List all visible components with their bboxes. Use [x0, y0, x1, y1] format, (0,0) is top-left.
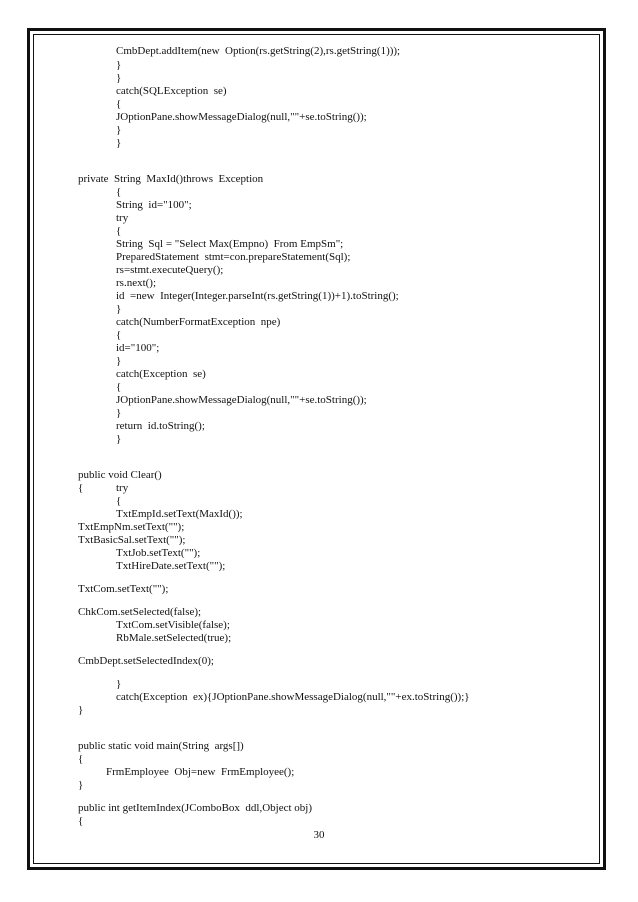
code-line: TxtJob.setText("");	[116, 547, 201, 559]
code-line: String id="100";	[116, 199, 192, 211]
code-line: try	[116, 212, 129, 224]
code-line: id="100";	[116, 342, 160, 354]
code-line: }	[116, 407, 122, 419]
code-line: return id.toString();	[116, 420, 205, 432]
code-line: }	[116, 678, 122, 690]
code-line: }	[116, 124, 122, 136]
code-line: }	[116, 137, 122, 149]
code-line: rs.next();	[116, 277, 157, 289]
code-line: {	[78, 753, 84, 765]
code-line: TxtCom.setVisible(false);	[116, 619, 230, 631]
code-line: }	[116, 355, 122, 367]
code-line: }	[78, 779, 84, 791]
page-number: 30	[313, 829, 325, 841]
code-line: }	[116, 303, 122, 315]
code-line: private String MaxId()throws Exception	[78, 173, 264, 185]
code-line: String Sql = "Select Max(Empno) From EmpSm";	[116, 238, 344, 250]
code-line: CmbDept.setSelectedIndex(0);	[78, 655, 214, 667]
code-line: TxtEmpNm.setText("");	[78, 521, 185, 533]
code-line: catch(NumberFormatException npe)	[116, 316, 281, 328]
code-line: TxtBasicSal.setText("");	[78, 534, 186, 546]
code-line: RbMale.setSelected(true);	[116, 632, 232, 644]
code-line: catch(Exception ex){JOptionPane.showMessageDialog(null,""+ex.toString());}	[116, 691, 470, 703]
code-line: public static void main(String args[])	[78, 740, 244, 752]
code-line: public void Clear()	[78, 469, 162, 481]
code-line: JOptionPane.showMessageDialog(null,""+se.toString());	[116, 394, 367, 406]
code-line: {	[116, 225, 122, 237]
code-line: {	[78, 482, 84, 494]
code-line: public int getItemIndex(JComboBox ddl,Object obj)	[78, 802, 313, 814]
code-line: FrmEmployee Obj=new FrmEmployee();	[106, 766, 295, 778]
code-line: catch(SQLException se)	[116, 85, 227, 97]
code-line: ChkCom.setSelected(false);	[78, 606, 202, 618]
code-line: TxtEmpId.setText(MaxId());	[116, 508, 243, 520]
code-line: id =new Integer(Integer.parseInt(rs.getString(1))+1).toString();	[116, 290, 399, 302]
code-line: {	[116, 186, 122, 198]
code-line: }	[116, 59, 122, 71]
code-line: }	[78, 704, 84, 716]
code-line: TxtHireDate.setText("");	[116, 560, 226, 572]
code-line: {	[116, 98, 122, 110]
code-line: PreparedStatement stmt=con.prepareStatement(Sql);	[116, 251, 351, 263]
code-line: catch(Exception se)	[116, 368, 206, 380]
code-line: TxtCom.setText("");	[78, 583, 169, 595]
code-line: }	[116, 433, 122, 445]
code-line: {	[116, 495, 122, 507]
code-line: rs=stmt.executeQuery();	[116, 264, 224, 276]
code-line: {	[78, 815, 84, 827]
code-line: JOptionPane.showMessageDialog(null,""+se.toString());	[116, 111, 367, 123]
code-line: }	[116, 72, 122, 84]
code-line: try	[116, 482, 129, 494]
code-line: {	[116, 381, 122, 393]
code-line: {	[116, 329, 122, 341]
code-line: CmbDept.addItem(new Option(rs.getString(2),rs.getString(1)));	[116, 45, 401, 57]
